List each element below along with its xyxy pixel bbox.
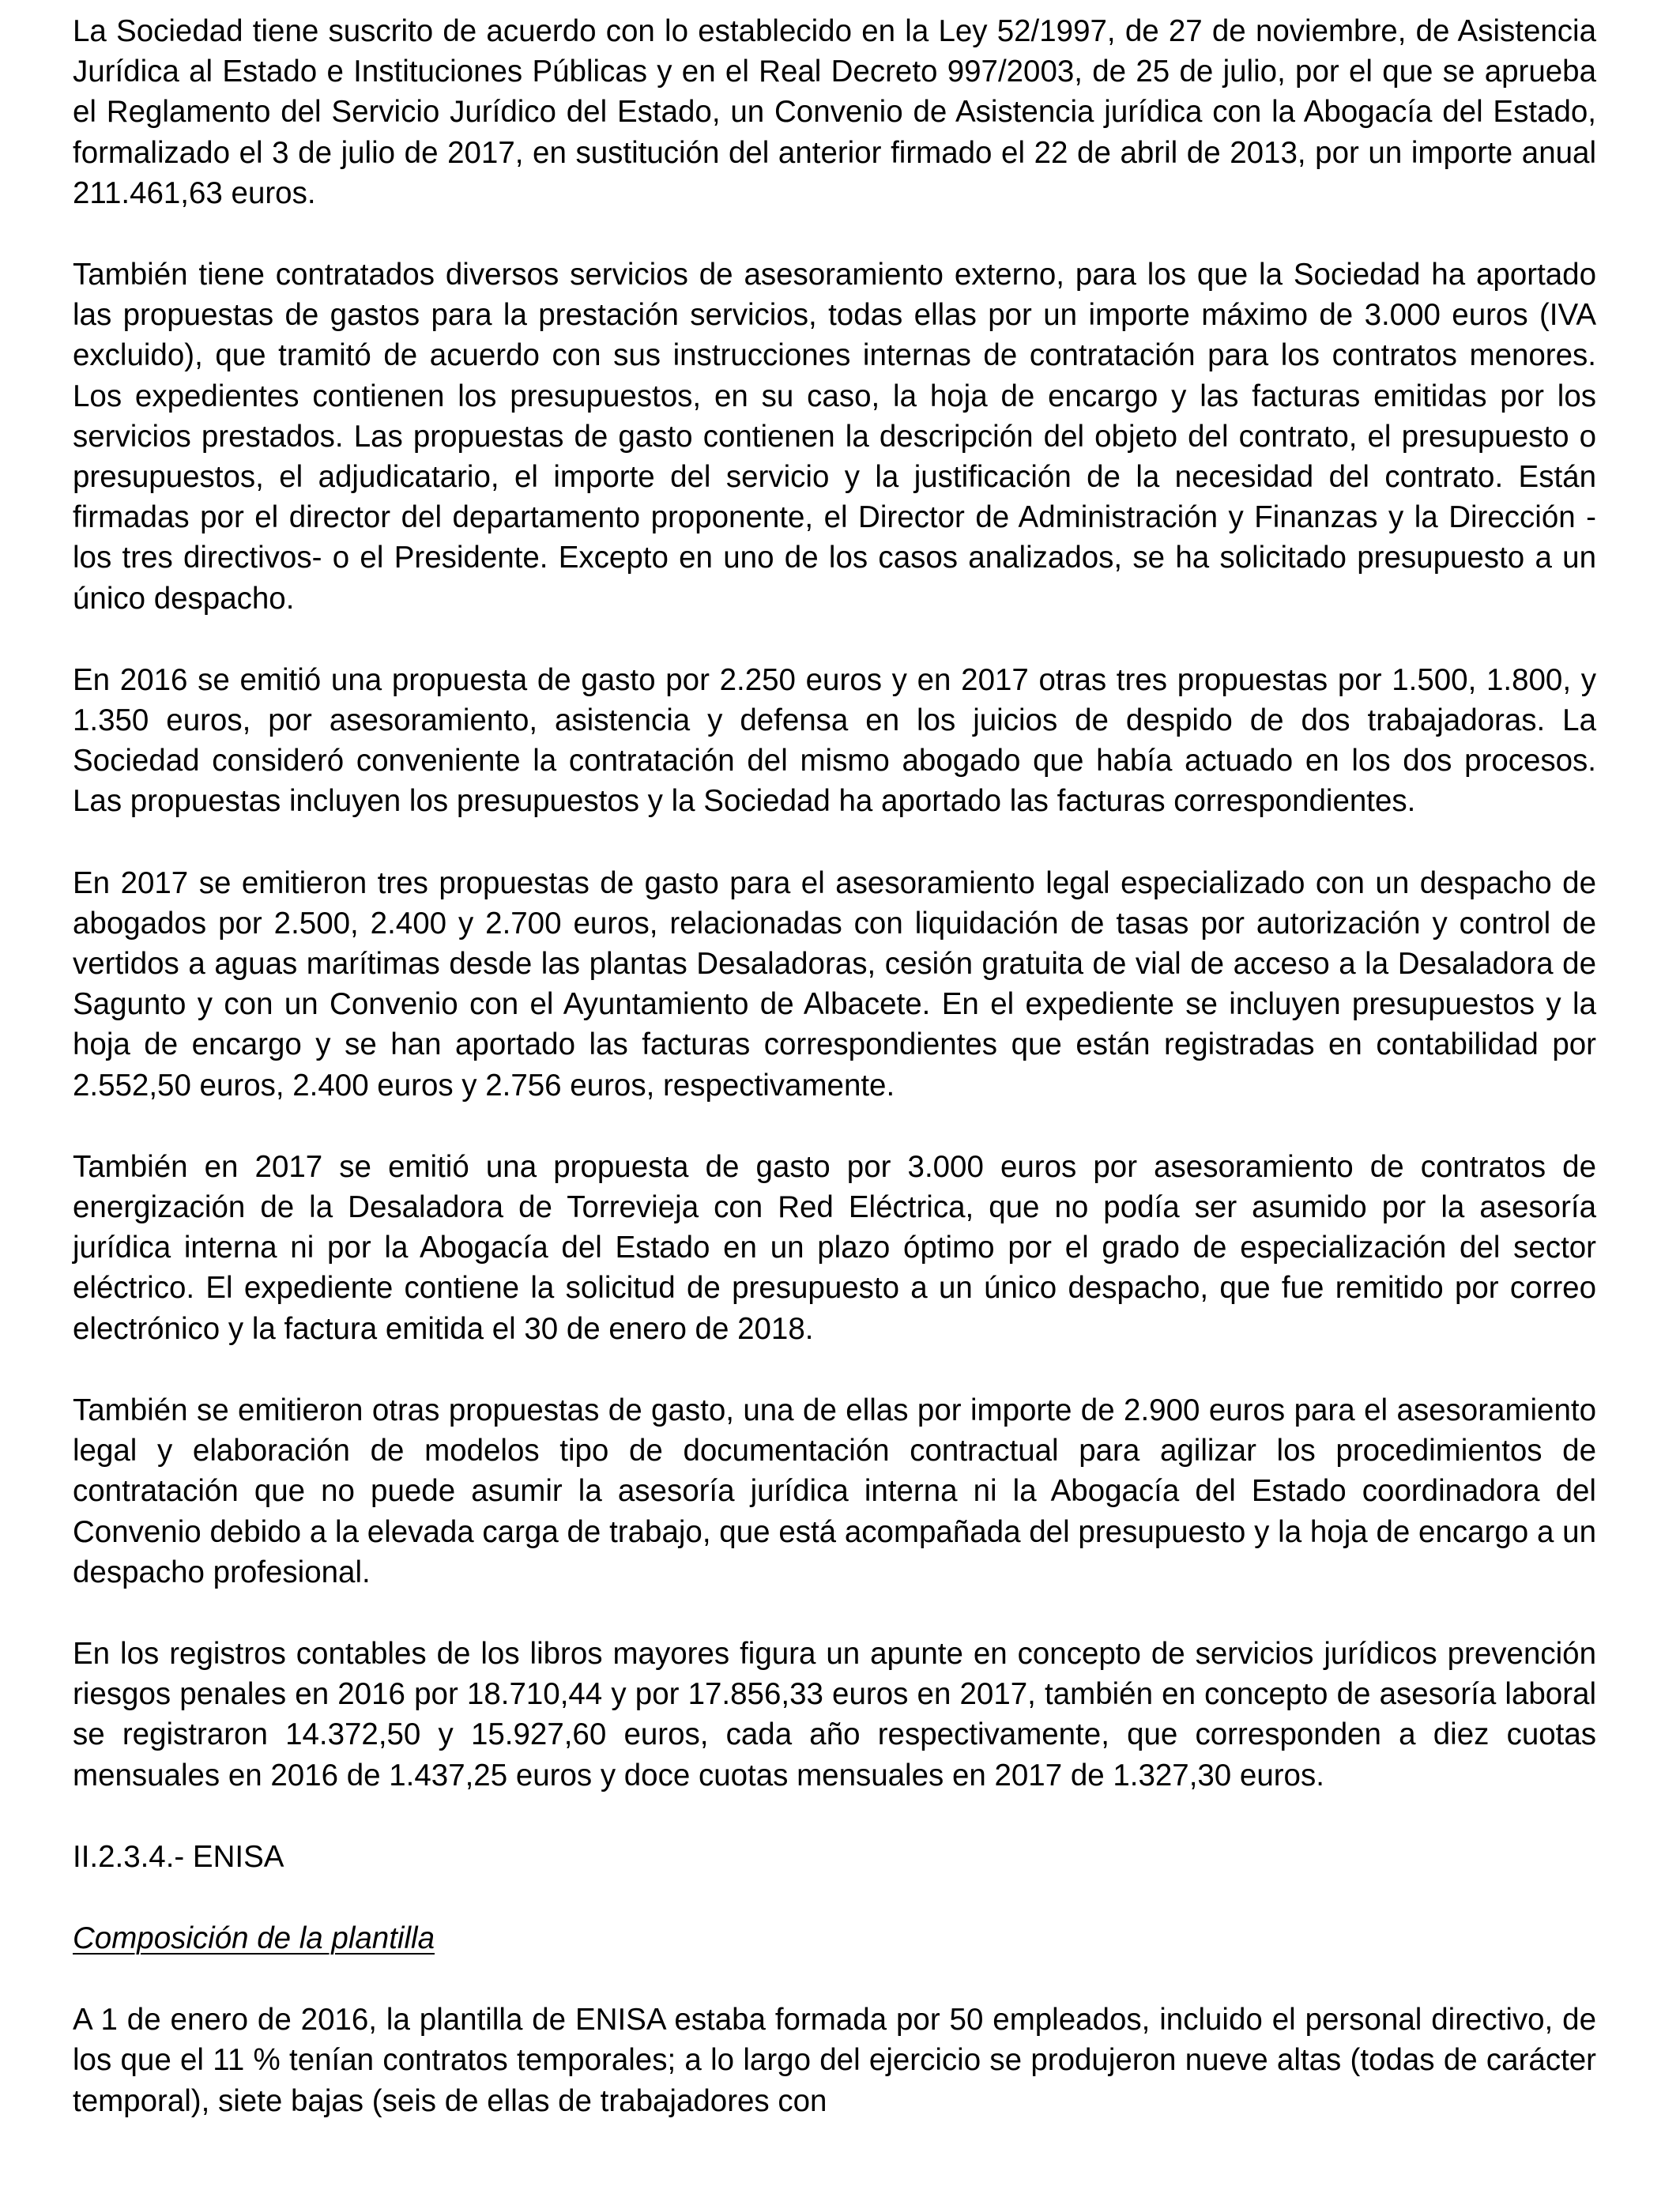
paragraph-plantilla-enisa: A 1 de enero de 2016, la plantilla de ENISA estaba formada por 50 empleados, incluido el personal directivo, de los que el 11 % tenían contratos temporales; a lo largo del ejercicio se produjeron nueve altas (todas de carácter temporal), siete bajas (seis de ellas de trabajadores con (73, 2003, 1596, 2118)
paragraph-propuestas-2016: En 2016 se emitió una propuesta de gasto por 2.250 euros y en 2017 otras tres propuestas por 1.500, 1.800, y 1.350 euros, por asesoramiento, asistencia y defensa en los juicios de despido de dos trabajadoras. La Sociedad consideró conveniente la contratación del mismo abogado que había actuado en los dos procesos. Las propuestas incluyen los presupuestos y la Sociedad ha aportado las facturas correspondientes. (73, 662, 1596, 819)
subsection-heading: Composición de la plantilla (73, 1921, 435, 1955)
paragraph-asesoramiento-externo: También tiene contratados diversos servicios de asesoramiento externo, para los que la Sociedad ha aportado las propuestas de gastos para la prestación servicios, todas ellas por un importe máximo de 3.000 euros (IVA excluido), que tramitó de acuerdo con sus instrucciones internas de contratación para los contratos menores. Los expedientes contienen los presupuestos, en su caso, la hoja de encargo y las facturas emitidas por los servicios prestados. Las propuestas de gasto contienen la descripción del objeto del contrato, el presupuesto o presupuestos, el adjudicatario, el importe del servicio y la justificación de la necesidad del contrato. Están firmadas por el director del departamento proponente, el Director de Administración y Finanzas y la Dirección -los tres directivos- o el Presidente. Excepto en uno de los casos analizados, se ha solicitado presupuesto a un único despacho. (73, 258, 1596, 616)
section-heading: II.2.3.4.- ENISA (73, 1839, 284, 1874)
paragraph-propuestas-2017: En 2017 se emitieron tres propuestas de gasto para el asesoramiento legal especializado con un despacho de abogados por 2.500, 2.400 y 2.700 euros, relacionadas con liquidación de tasas por autorización y control de vertidos a aguas marítimas desde las plantas Desaladoras, cesión gratuita de vial de acceso a la Desaladora de Sagunto y con un Convenio con el Ayuntamiento de Albacete. En el expediente se incluyen presupuestos y la hoja de encargo y se han aportado las facturas correspondientes que están registradas en contabilidad por 2.552,50 euros, 2.400 euros y 2.756 euros, respectivamente. (73, 865, 1596, 1103)
paragraph-otras-propuestas: También se emitieron otras propuestas de gasto, una de ellas por importe de 2.900 euros para el asesoramiento legal y elaboración de modelos tipo de documentación contractual para agilizar los procedimientos de contratación que no puede asumir la asesoría jurídica interna ni la Abogacía del Estado coordinadora del Convenio debido a la elevada carga de trabajo, que está acompañada del presupuesto y la hoja de encargo a un despacho profesional. (73, 1393, 1596, 1589)
document-page (73, 11, 1596, 2121)
paragraph-desaladora-torrevieja: También en 2017 se emitió una propuesta de gasto por 3.000 euros por asesoramiento de contratos de energización de la Desaladora de Torrevieja con Red Eléctrica, que no podía ser asumido por la asesoría jurídica interna ni por la Abogacía del Estado en un plazo óptimo por el grado de especialización del sector eléctrico. El expediente contiene la solicitud de presupuesto a un único despacho, que fue remitido por correo electrónico y la factura emitida el 30 de enero de 2018. (73, 1149, 1596, 1346)
paragraph-convenio-abogacia: La Sociedad tiene suscrito de acuerdo con lo establecido en la Ley 52/1997, de 27 de noviembre, de Asistencia Jurídica al Estado e Instituciones Públicas y en el Real Decreto 997/2003, de 25 de julio, por el que se aprueba el Reglamento del Servicio Jurídico del Estado, un Convenio de Asistencia jurídica con la Abogacía del Estado, formalizado el 3 de julio de 2017, en sustitución del anterior firmado el 22 de abril de 2013, por un importe anual 211.461,63 euros. (73, 14, 1596, 210)
paragraph-registros-contables: En los registros contables de los libros mayores figura un apunte en concepto de servicios jurídicos prevención riesgos penales en 2016 por 18.710,44 y por 17.856,33 euros en 2017, también en concepto de asesoría laboral se registraron 14.372,50 y 15.927,60 euros, cada año respectivamente, que corresponden a diez cuotas mensuales en 2016 de 1.437,25 euros y doce cuotas mensuales en 2017 de 1.327,30 euros. (73, 1636, 1596, 1793)
